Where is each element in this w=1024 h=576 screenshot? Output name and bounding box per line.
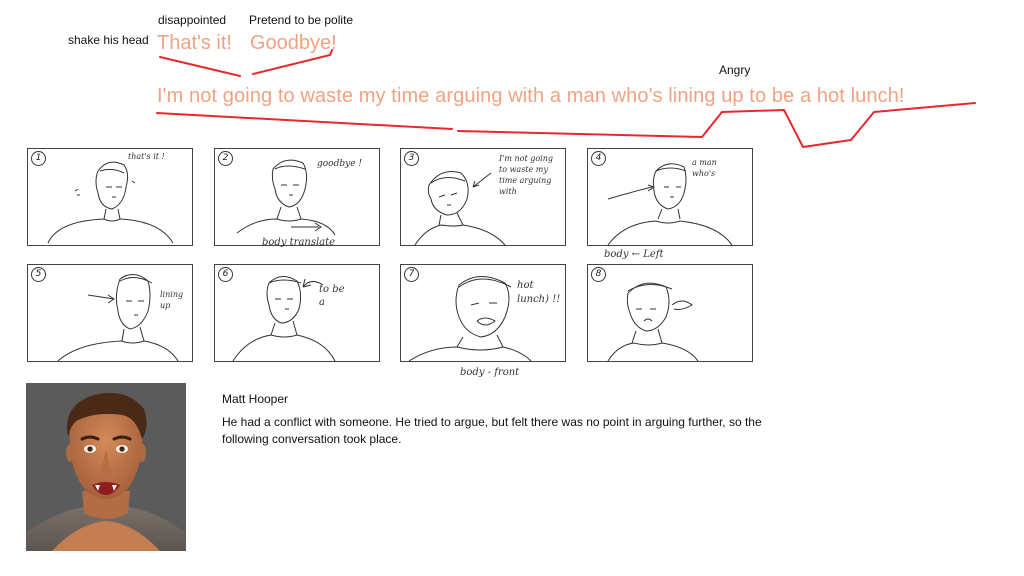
dialogue-goodbye: Goodbye!	[250, 32, 337, 54]
character-name: Matt Hooper	[222, 392, 289, 406]
dialogue-thats-it: That's it!	[157, 32, 232, 54]
sketch-face-6	[215, 265, 381, 363]
storyboard-panel-2	[214, 148, 380, 246]
character-description: He had a conflict with someone. He tried to argue, but felt there was no point in arguing further, so the following conversation took place.	[222, 415, 762, 446]
panel-7-below-note: body - front	[460, 367, 520, 378]
panel-number: 8	[591, 267, 606, 282]
panel-note: I'm not going to waste my time arguing with	[499, 154, 553, 196]
panel-note: hot lunch) !!	[517, 280, 561, 305]
annotation-polite: Pretend to be polite	[249, 13, 354, 27]
dialogue-main-line: I'm not going to waste my time arguing with a man who's lining up to be a hot lunch!	[157, 85, 905, 107]
storyboard-panel-4	[587, 148, 753, 246]
character-render	[26, 383, 186, 551]
annotation-shake-head: shake his head	[68, 33, 149, 47]
panel-note: that's it !	[128, 152, 165, 161]
panel-number: 3	[404, 151, 419, 166]
annotation-angry: Angry	[719, 63, 751, 77]
panel-note: a man who's	[692, 158, 717, 178]
curve-line2	[157, 103, 975, 147]
panel-2-below-note: body translate	[262, 237, 336, 248]
sketch-face-8	[588, 265, 754, 363]
storyboard-panel-5	[27, 264, 193, 362]
panel-number: 7	[404, 267, 419, 282]
character-portrait	[26, 383, 186, 551]
panel-number: 1	[31, 151, 46, 166]
intensity-curves	[0, 0, 1024, 160]
panel-4-below-note: body ← Left	[604, 249, 664, 260]
panel-number: 5	[31, 267, 46, 282]
panel-note: to be a	[319, 284, 345, 308]
curve-line1	[160, 50, 332, 76]
sketch-face-1	[28, 149, 194, 247]
storyboard-panel-6	[214, 264, 380, 362]
panel-note: lining up	[160, 290, 184, 310]
panel-number: 2	[218, 151, 233, 166]
panel-number: 6	[218, 267, 233, 282]
storyboard-panel-1	[27, 148, 193, 246]
panel-note: goodbye !	[317, 159, 363, 169]
storyboard-panel-7	[400, 264, 566, 362]
storyboard-panel-8	[587, 264, 753, 362]
panel-number: 4	[591, 151, 606, 166]
sketch-face-5	[28, 265, 194, 363]
storyboard-panel-3	[400, 148, 566, 246]
sketch-face-4	[588, 149, 754, 247]
annotation-disappointed: disappointed	[158, 13, 227, 27]
